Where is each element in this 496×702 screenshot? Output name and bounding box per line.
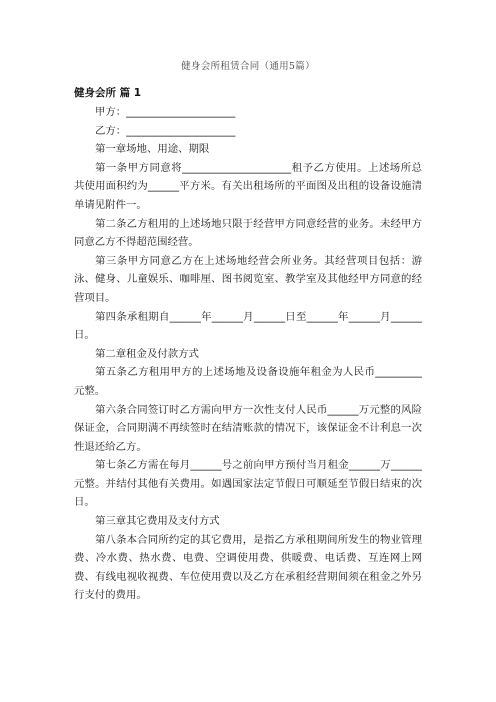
party-b-line: 乙方：_____________________ (95, 124, 236, 137)
chapter-2-heading: 第二章租金及付款方式 (95, 347, 199, 360)
article-8: 第八条本合同所约定的其它费用，是指乙方承租期间所发生的物业管理费、冷水费、热水费、电费、空调使用费、供暖费、电话费、互连网上网费、有线电视收视费、车位使用费以及乙方在承租经营期间须在租金之外另行支付的费用。 (74, 533, 422, 602)
article-1: 第一条甲方同意将_____________________租予乙方使用。上述场所总共使用面积约为______平方米。有关出租场所的平面图及出租的设备设施清单请见附件一。 (74, 161, 422, 211)
article-3: 第三条甲方同意乙方在上述场地经营会所业务。其经营项目包括：游泳、健身、儿童娱乐、咖啡厘、图书阅览室、教学室及其他经甲方同意的经营项目。 (74, 254, 422, 304)
chapter-1-heading: 第一章场地、用途、期限 (95, 143, 210, 156)
document-body (74, 84, 422, 605)
article-5: 第五条乙方租用甲方的上述场地及设备设施年租金为人民币_________元整。 (74, 366, 422, 397)
document-title: 健身会所租赁合同（通用5篇） (181, 61, 315, 72)
section-heading: 健身会所 篇 1 (74, 87, 142, 99)
article-6: 第六条合同签订时乙方需向甲方一次性支付人民币______万元整的风险保证金，合同期满不再续签时在结清账款的情况下，该保证金不计利息一次性退还给乙方。 (74, 403, 422, 453)
article-4: 第四条承租期自______年______月______日至______年______月______日。 (74, 310, 422, 342)
chapter-3-heading: 第三章其它费用及支付方式 (95, 515, 220, 528)
article-7: 第七条乙方需在每月______号之前向甲方预付当月租金______万______元整。并结付其他有关费用。如遇国家法定节假日可顺延至节假日结束的次日。 (74, 459, 422, 509)
party-a-line: 甲方：_____________________ (95, 106, 236, 118)
article-2: 第二条乙方租用的上述场地只限于经营甲方同意经营的业务。未经甲方同意乙方不得超范围经营。 (74, 217, 422, 249)
